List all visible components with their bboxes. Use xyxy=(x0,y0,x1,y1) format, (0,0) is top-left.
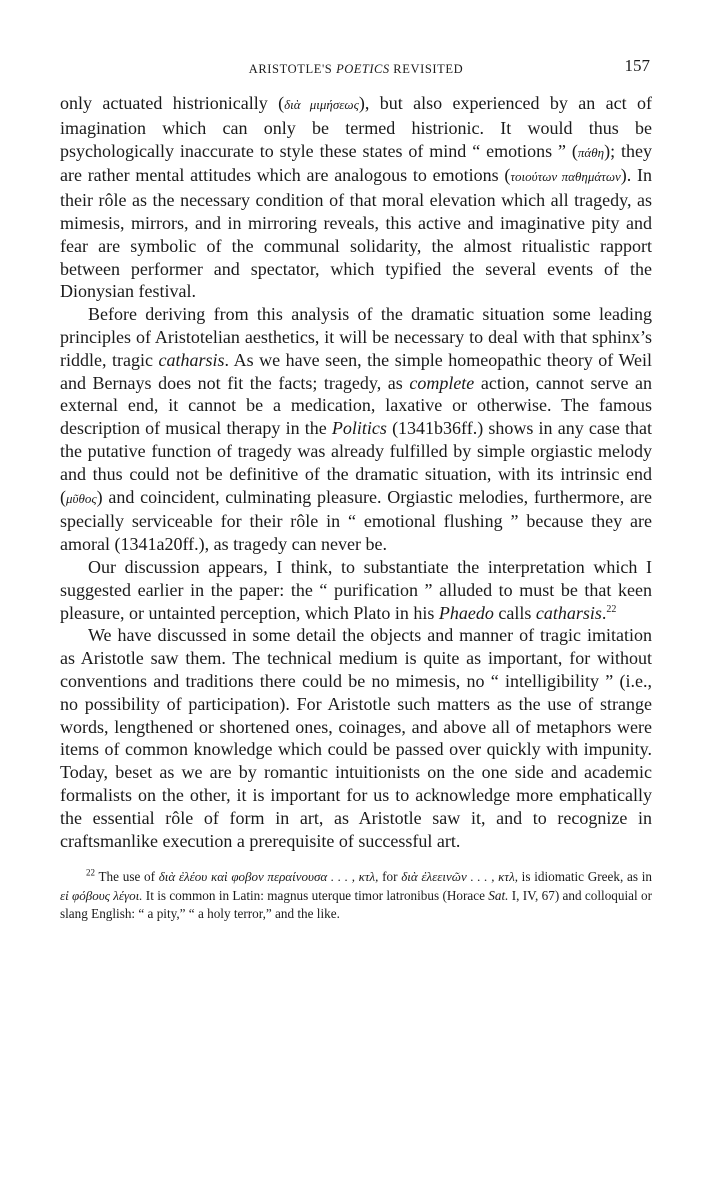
italic-term: catharsis xyxy=(535,602,602,623)
text-span: . xyxy=(601,602,607,623)
text-span: I, IV, 67) and colloquial or slang English: “ a pity,” “ a holy terror,” and the like. xyxy=(60,887,652,922)
paragraph-1 xyxy=(60,92,652,303)
text-span: We have discussed in some detail the objects and manner of tragic imitation as Aristotle saw them. The technical medium is quite as important, for without conventions and traditions there could be no mimesis, no “ intelligibility ” (i.e., no possibility of participation). For Aristotle such matters as the use of strange words, lengthened or shortened ones, coinages, and above all of metaphors were items of common knowledge which could be passed over quickly with impunity. Today, beset as we are by romantic intuitionists on the one side and academic formalists on the other, it is important for us to acknowledge more emphatically the essential rôle of form in art, as Aristotle saw it, and to recognize in craftsmanlike execution a prerequisite of successful art. xyxy=(60,625,652,851)
greek-term: πάθη xyxy=(577,144,605,160)
text-span: Before deriving from this analysis of the dramatic situation some leading principles of Aristotelian aesthetics, it will be necessary to deal with that sphinx’s riddle, tragic xyxy=(60,304,652,370)
text-span: only actuated histrionically ( xyxy=(60,93,285,113)
running-title-suffix: REVISITED xyxy=(389,62,464,76)
running-head xyxy=(60,56,652,82)
text-span: ), but also experienced by an act of imagination which can only be termed histrionic. It would thus be psychologically inaccurate to style these states of mind “ emotions ” ( xyxy=(60,93,653,161)
greek-term: διὰ μιμήσεως xyxy=(284,97,359,112)
journal-page xyxy=(60,56,652,924)
greek-term: μῦθος xyxy=(66,490,97,506)
italic-term: catharsis xyxy=(158,349,225,370)
greek-term: διὰ ἐλέου καὶ φοβον περαίνουσα . . . , κτλ, xyxy=(158,869,379,885)
text-span: is idiomatic Greek, as in xyxy=(517,869,652,885)
paragraph-2 xyxy=(60,303,652,556)
text-span: action, cannot serve an external end, it cannot be a medication, laxative or otherwise. The famous description of musical therapy in the xyxy=(60,372,652,439)
greek-term: τοιούτων παθημάτων xyxy=(510,169,621,185)
text-span: (1341b36ff.) shows in any case that the putative function of tragedy was already fulfilled by simple orgiastic melody and thus could not be definitive of the dramatic situation, with its intrinsic end ( xyxy=(60,418,652,507)
text-span: Our discussion appears, I think, to substantiate the interpretation which I suggested earlier in the paper: the “ purification ” alluded to must be that keen pleasure, or untainted perception, which Plato in his xyxy=(60,556,652,623)
italic-term: complete xyxy=(409,372,475,393)
footnote-text xyxy=(60,868,652,924)
greek-term: εἰ φόβους λέγοι. xyxy=(60,887,143,903)
running-title xyxy=(60,62,652,77)
text-span: ) and coincident, culminating pleasure. Orgiastic melodies, furthermore, are specially serviceable for their rôle in “ emotional flushing ” because they are amoral (1341a20ff.), as tragedy can never be. xyxy=(60,486,652,555)
text-span: The use of xyxy=(95,869,159,885)
footnote-reference[interactable]: 22 xyxy=(606,603,617,615)
text-span: . As we have seen, the simple homeopathic theory of Weil and Bernays does not fit the facts; tragedy, as xyxy=(60,349,652,393)
text-span: It is common in Latin: magnus uterque timor latronibus (Horace xyxy=(142,887,489,903)
footnote xyxy=(60,868,652,924)
italic-term: Sat. xyxy=(488,887,509,903)
italic-term: Politics xyxy=(331,418,387,439)
running-title-prefix: ARISTOTLE'S xyxy=(248,62,337,76)
paragraph-4 xyxy=(60,624,652,852)
running-title-italic: POETICS xyxy=(336,62,390,76)
footnote-number: 22 xyxy=(86,867,95,878)
body-text xyxy=(60,92,652,852)
page-number: 157 xyxy=(624,56,650,75)
text-span: ). In their rôle as the necessary condition of that moral elevation which all tragedy, as mimesis, mirrors, and in mirroring reveals, this active and imaginative pity and fear are symbolic of the communal solidarity, the almost ritualistic rapport between performer and spectator, which typified the several events of the Dionysian festival. xyxy=(60,165,652,302)
text-span: ); they are rather mental attitudes which are analogous to emotions ( xyxy=(60,140,652,186)
text-span: calls xyxy=(493,602,536,623)
italic-term: Phaedo xyxy=(438,602,494,623)
paragraph-3 xyxy=(60,556,652,624)
text-span: for xyxy=(378,869,402,885)
greek-term: διὰ ἐλεεινῶν . . . , κτλ, xyxy=(401,869,518,885)
